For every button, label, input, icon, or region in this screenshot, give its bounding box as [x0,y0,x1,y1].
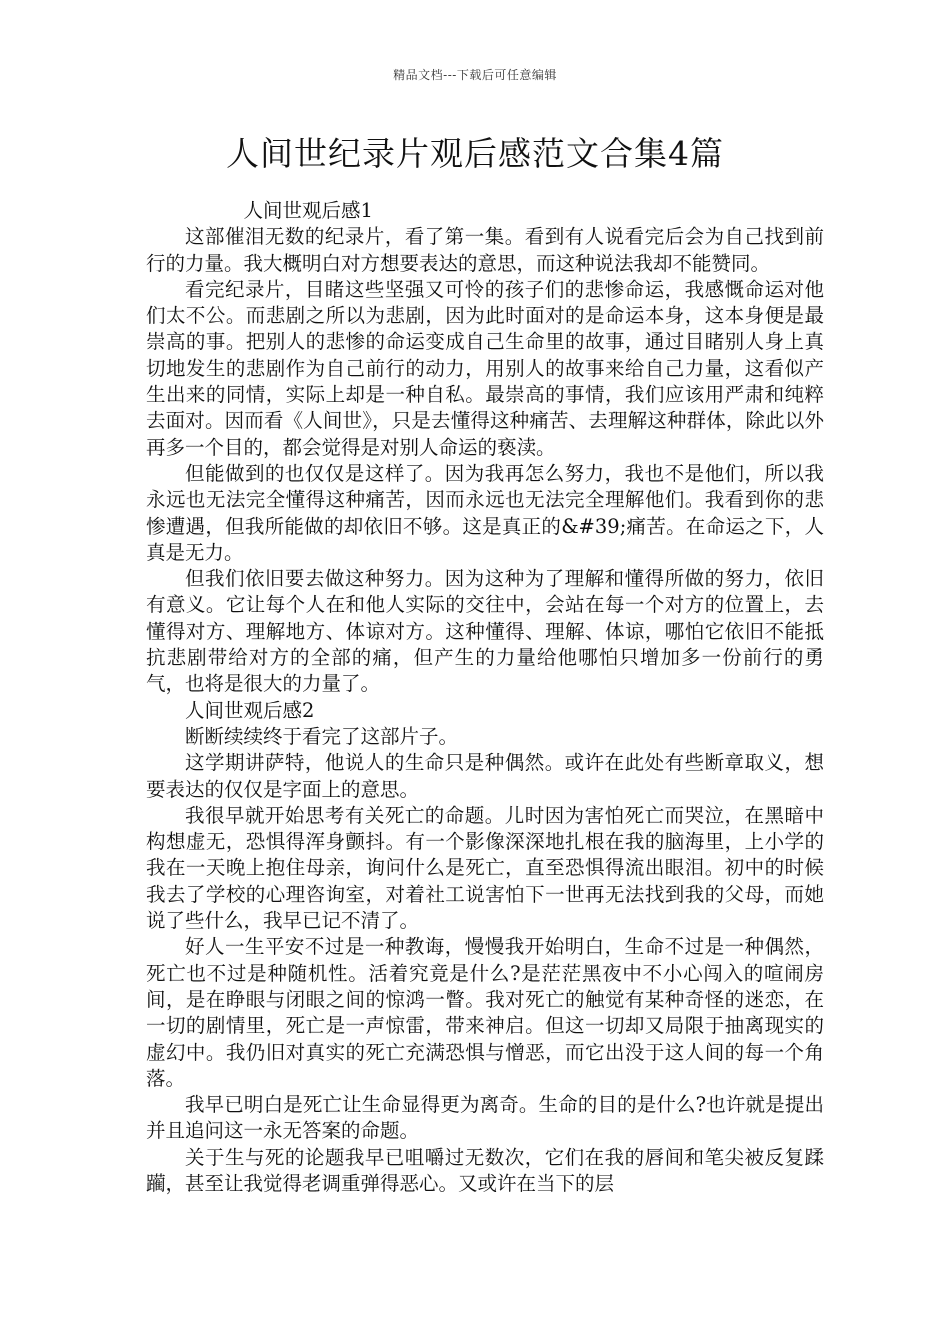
paragraph: 我早已明白是死亡让生命显得更为离奇。生命的目的是什么?也许就是提出并且追问这一永无答案的命题。 [146,1093,824,1143]
document-title: 人间世纪录片观后感范文合集4篇 [226,134,724,173]
paragraph: 这部催泪无数的纪录片，看了第一集。看到有人说看完后会为自己找到前行的力量。我大概明白对方想要表达的意思，而这种说法我却不能赞同。 [146,225,824,275]
paragraph: 我很早就开始思考有关死亡的命题。儿时因为害怕死亡而哭泣，在黑暗中构想虚无，恐惧得浑身颤抖。有一个影像深深地扎根在我的脑海里，上小学的我在一天晚上抱住母亲，询问什么是死亡，直至恐惧得流出眼泪。初中的时候我去了学校的心理咨询室，对着社工说害怕下一世再无法找到我的父母，而她说了些什么，我早已记不清了。 [146,803,824,933]
paragraph: 关于生与死的论题我早已咀嚼过无数次，它们在我的唇间和笔尖被反复蹂躏，甚至让我觉得老调重弹得恶心。又或许在当下的层 [146,1145,824,1195]
section-heading: 人间世观后感2 [185,698,315,722]
paragraph: 断断续续终于看完了这部片子。 [185,724,459,748]
paragraph: 这学期讲萨特，他说人的生命只是种偶然。或许在此处有些断章取义，想要表达的仅仅是字面上的意思。 [146,751,824,801]
section-heading: 人间世观后感1 [243,199,373,222]
header-note: 精品文档---下载后可任意编辑 [393,68,557,82]
paragraph: 看完纪录片，目睹这些坚强又可怜的孩子们的悲惨命运，我感慨命运对他们太不公。而悲剧之所以为悲剧，因为此时面对的是命运本身，这本身便是最崇高的事。把别人的悲惨的命运变成自己生命里的故事，通过目睹别人身上真切地发生的悲剧作为自己前行的动力，用别人的故事来给自己力量，这看似产生出来的同情，实际上却是一种自私。最崇高的事情，我们应该用严肃和纯粹去面对。因而看《人间世》，只是去懂得这种痛苦、去理解这种群体，除此以外再多一个目的，都会觉得是对别人命运的亵渎。 [146,277,824,459]
paragraph: 好人一生平安不过是一种教诲，慢慢我开始明白，生命不过是一种偶然，死亡也不过是种随机性。活着究竟是什么?是茫茫黑夜中不小心闯入的喧闹房间，是在睁眼与闭眼之间的惊鸿一瞥。我对死亡的触觉有某种奇怪的迷恋，在一切的剧情里，死亡是一声惊雷，带来神启。但这一切却又局限于抽离现实的虚幻中。我仍旧对真实的死亡充满恐惧与憎恶，而它出没于这人间的每一个角落。 [146,935,824,1090]
paragraph: 但能做到的也仅仅是这样了。因为我再怎么努力，我也不是他们，所以我永远也无法完全懂得这种痛苦，因而永远也无法完全理解他们。我看到你的悲惨遭遇，但我所能做的却依旧不够。这是真正的&#39;痛苦。在命运之下，人真是无力。 [146,461,824,564]
document-body [146,198,824,1197]
paragraph: 但我们依旧要去做这种努力。因为这种为了理解和懂得所做的努力，依旧有意义。它让每个人在和他人实际的交往中，会站在每一个对方的位置上，去懂得对方、理解地方、体谅对方。这种懂得、理解、体谅，哪怕它依旧不能抵抗悲剧带给对方的全部的痛，但产生的力量给他哪怕只增加多一份前行的勇气，也将是很大的力量了。 [146,567,824,696]
